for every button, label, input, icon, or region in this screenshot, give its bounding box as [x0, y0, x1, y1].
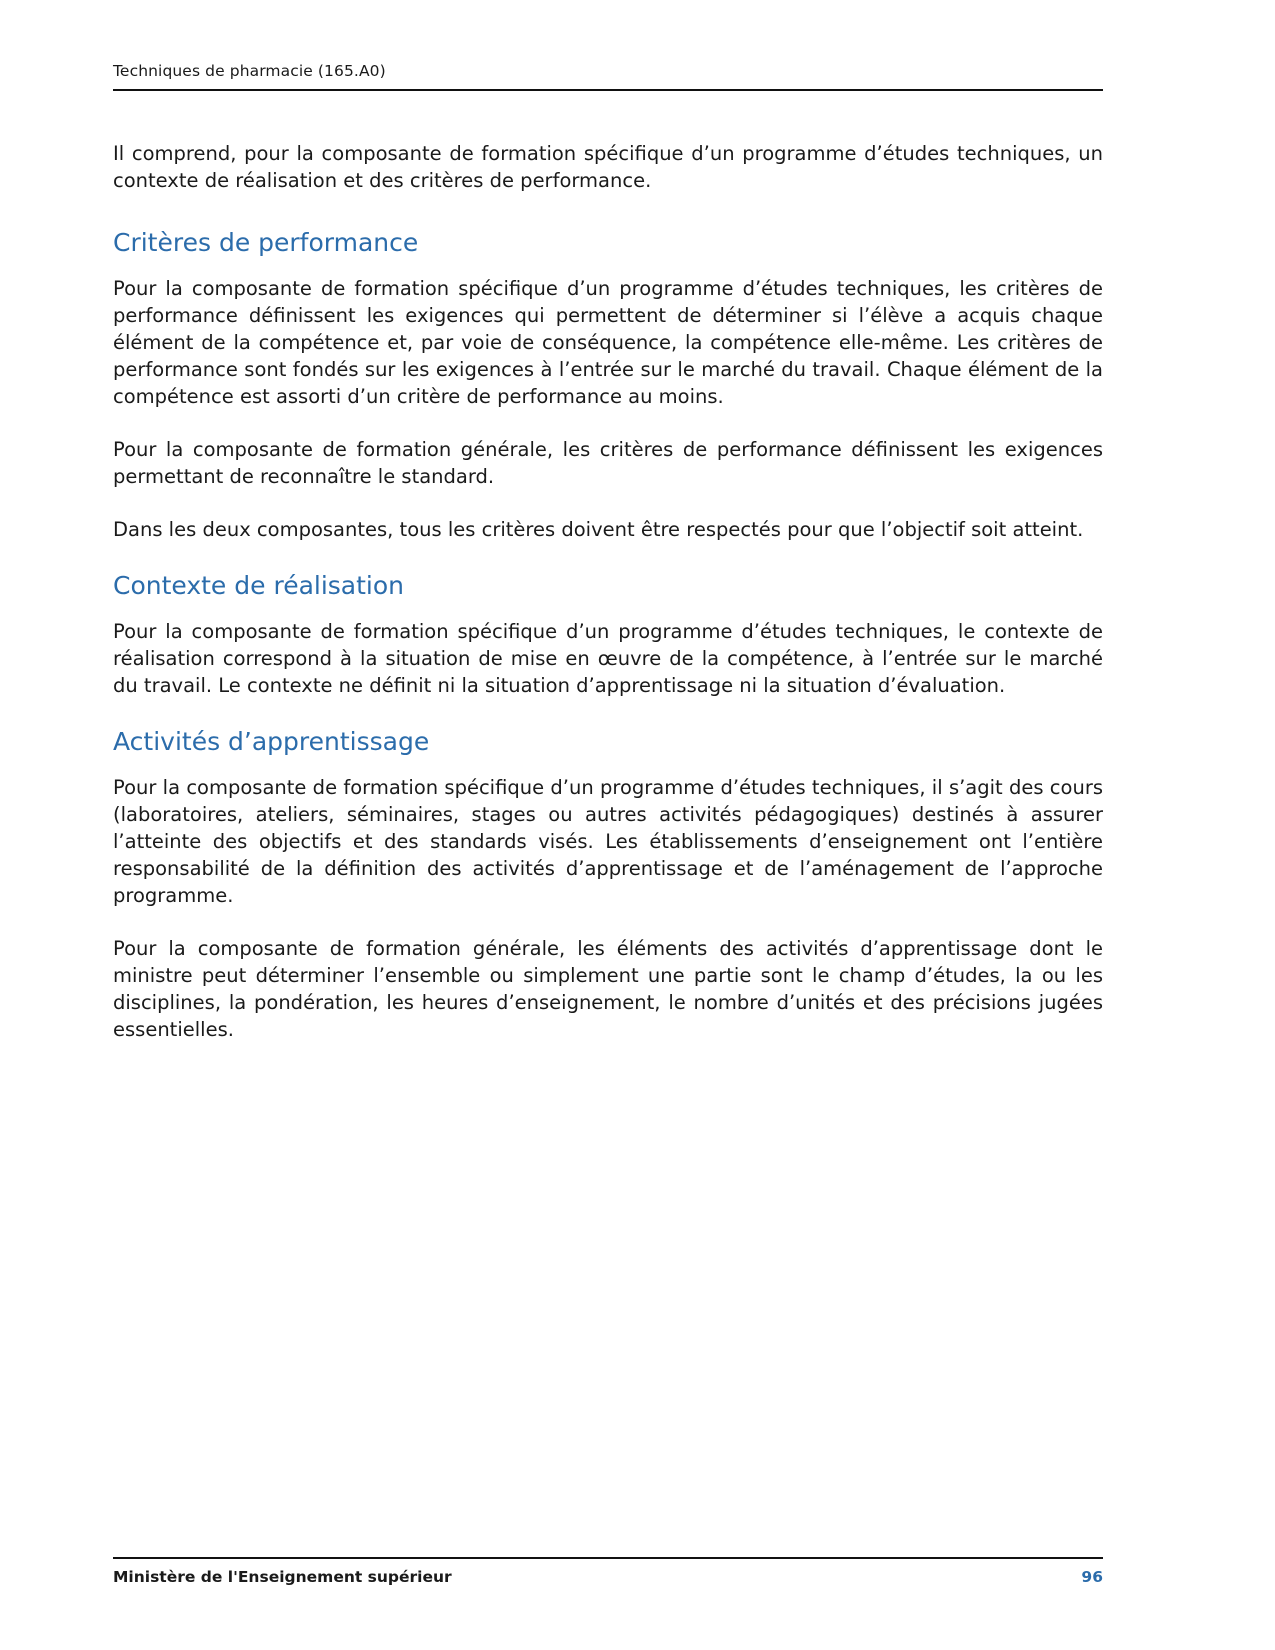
- section-heading-activites-dapprentissage: Activités d’apprentissage: [113, 727, 430, 756]
- paragraph-contexte-1: Pour la composante de formation spécifique d’un programme d’études techniques, le contexte de réalisation correspond à la situation de mise en œuvre de la compétence, à l’entrée sur le marché du travail. Le contexte ne définit ni la situation d’apprentissage ni la situation d’évaluation.: [113, 620, 1103, 697]
- header-divider: [113, 89, 1103, 91]
- footer-divider: [113, 1557, 1103, 1559]
- footer-page-number: 96: [1081, 1568, 1103, 1586]
- footer-row: [113, 1568, 1103, 1586]
- page-header: [113, 62, 1103, 91]
- section-heading-criteres-de-performance: Critères de performance: [113, 228, 419, 257]
- footer-ministry-label: Ministère de l'Enseignement supérieur: [113, 1568, 452, 1586]
- paragraph-activites-1: Pour la composante de formation spécifique d’un programme d’études techniques, il s’agit des cours (laboratoires, ateliers, séminaires, stages ou autres activités pédagogiques) destinés à assurer l’atteinte des objectifs et des standards visés. Les établissements d’enseignement ont l’entière responsabilité de la définition des activités d’apprentissage et de l’aménagement de l’approche programme.: [113, 776, 1103, 907]
- paragraph-activites-2: Pour la composante de formation générale, les éléments des activités d’apprentissage dont le ministre peut déterminer l’ensemble ou simplement une partie sont le champ d’études, la ou les disciplines, la pondération, les heures d’enseignement, le nombre d’unités et des précisions jugées essentielles.: [113, 937, 1103, 1041]
- paragraph-criteres-3: Dans les deux composantes, tous les critères doivent être respectés pour que l’objectif soit atteint.: [113, 518, 1084, 541]
- paragraph-criteres-2: Pour la composante de formation générale, les critères de performance définissent les exigences permettant de reconnaître le standard.: [113, 438, 1103, 488]
- intro-paragraph: Il comprend, pour la composante de formation spécifique d’un programme d’études techniques, un contexte de réalisation et des critères de performance.: [113, 142, 1103, 192]
- page-body: [113, 140, 1103, 1069]
- section-heading-contexte-de-realisation: Contexte de réalisation: [113, 571, 405, 600]
- page-footer: [113, 1557, 1103, 1586]
- paragraph-criteres-1: Pour la composante de formation spécifique d’un programme d’études techniques, les critères de performance définissent les exigences qui permettent de déterminer si l’élève a acquis chaque élément de la compétence et, par voie de conséquence, la compétence elle-même. Les critères de performance sont fondés sur les exigences à l’entrée sur le marché du travail. Chaque élément de la compétence est assorti d’un critère de performance au moins.: [113, 277, 1103, 408]
- header-program-title: Techniques de pharmacie (165.A0): [113, 62, 386, 80]
